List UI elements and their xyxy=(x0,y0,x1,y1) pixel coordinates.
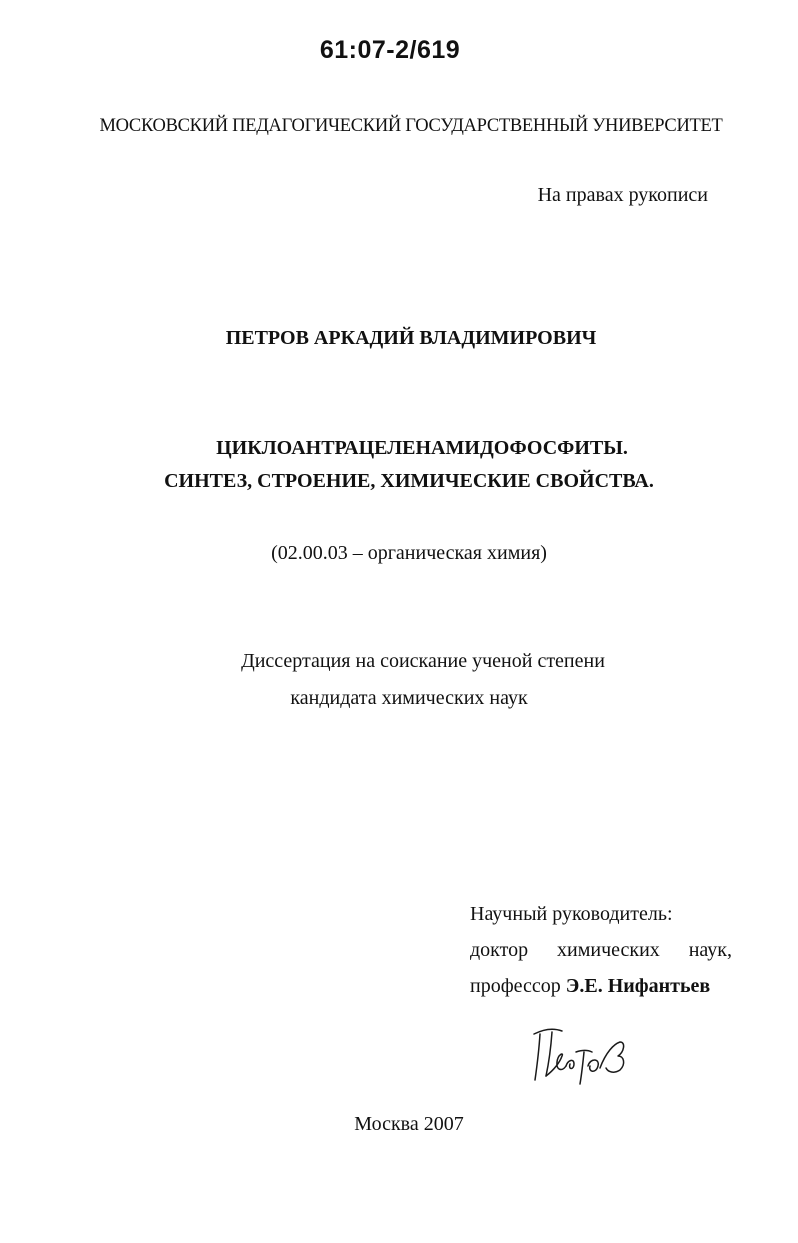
supervisor-heading: Научный руководитель: xyxy=(470,903,673,925)
thesis-title-line-1: ЦИКЛОАНТРАЦЕЛЕНАМИДОФОСФИТЫ. xyxy=(216,437,628,459)
handwritten-signature xyxy=(520,1022,640,1098)
supervisor-degree xyxy=(470,936,732,972)
catalog-code: 61:07-2/619 xyxy=(319,36,461,64)
supervisor-degree-word-1: доктор xyxy=(470,939,529,961)
university-name: МОСКОВСКИЙ ПЕДАГОГИЧЕСКИЙ ГОСУДАРСТВЕННЫЙ УНИВЕРСИТЕТ xyxy=(99,116,723,136)
degree-line-1: Диссертация на соискание ученой степени xyxy=(241,650,605,672)
specialty-code: (02.00.03 – органическая химия) xyxy=(271,542,547,564)
supervisor-title: профессор xyxy=(470,975,561,997)
supervisor-name: Э.Е. Нифантьев xyxy=(565,975,711,997)
author-name: ПЕТРОВ АРКАДИЙ ВЛАДИМИРОВИЧ xyxy=(225,327,597,349)
thesis-title-line-2: СИНТЕЗ, СТРОЕНИЕ, ХИМИЧЕСКИЕ СВОЙСТВА. xyxy=(164,470,654,492)
degree-line-2: кандидата химических наук xyxy=(290,687,528,709)
city-year: Москва 2007 xyxy=(354,1113,464,1135)
signature-icon xyxy=(520,1022,640,1098)
supervisor-degree-word-2: химических xyxy=(557,939,660,961)
manuscript-note: На правах рукописи xyxy=(537,184,708,206)
supervisor-title-name xyxy=(470,972,732,1008)
supervisor-block xyxy=(470,900,732,1008)
supervisor-degree-word-3: наук, xyxy=(688,939,732,961)
